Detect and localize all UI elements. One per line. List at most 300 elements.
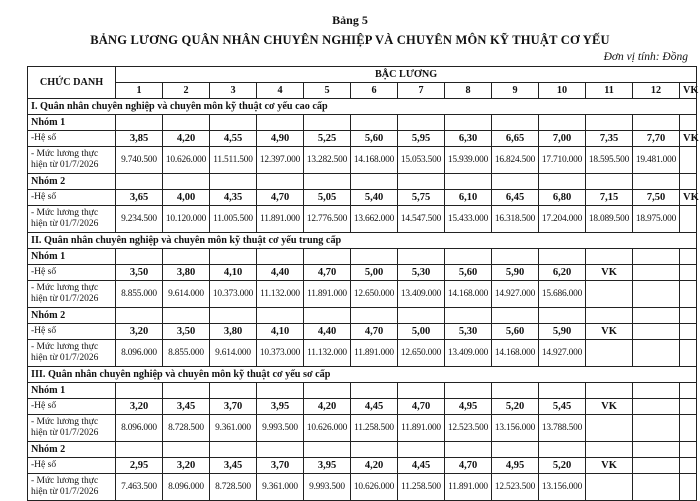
- step-header: 8: [445, 83, 492, 99]
- salary-cell: [633, 281, 680, 308]
- coefficient-cell: [680, 458, 697, 474]
- salary-cell: 18.595.500: [586, 147, 633, 174]
- group-empty-cell: [210, 442, 257, 458]
- coefficient-cell: 4,45: [351, 399, 398, 415]
- group-empty-cell: [445, 442, 492, 458]
- salary-row: [28, 474, 697, 501]
- coefficient-cell: 5,05: [304, 190, 351, 206]
- group-empty-cell: [586, 174, 633, 190]
- coefficient-cell: 5,20: [539, 458, 586, 474]
- coefficient-cell: 3,20: [163, 458, 210, 474]
- section-title: I. Quân nhân chuyên nghiệp và chuyên môn kỹ thuật cơ yếu cao cấp: [28, 99, 697, 115]
- group-empty-cell: [304, 308, 351, 324]
- salary-label: [28, 340, 116, 367]
- coefficient-cell: VK: [586, 324, 633, 340]
- group-empty-cell: [351, 115, 398, 131]
- step-header: 10: [539, 83, 586, 99]
- salary-label-line1: - Mức lương thực: [31, 283, 99, 293]
- group-empty-cell: [539, 174, 586, 190]
- group-empty-cell: [210, 383, 257, 399]
- salary-cell: 14.927.000: [492, 281, 539, 308]
- coefficient-cell: 6,45: [492, 190, 539, 206]
- coefficient-cell: 7,00: [539, 131, 586, 147]
- group-name: Nhóm 1: [28, 249, 116, 265]
- coefficient-cell: VK: [586, 458, 633, 474]
- salary-cell: 8.728.500: [163, 415, 210, 442]
- coefficient-cell: 6,80: [539, 190, 586, 206]
- coefficient-row: [28, 190, 697, 206]
- coefficient-row: [28, 399, 697, 415]
- group-empty-cell: [445, 115, 492, 131]
- group-empty-cell: [163, 174, 210, 190]
- salary-cell: 18.975.000: [633, 206, 680, 233]
- coefficient-cell: 3,80: [210, 324, 257, 340]
- salary-cell: 11.891.000: [445, 474, 492, 501]
- section-row: [28, 99, 697, 115]
- salary-cell: 10.626.000: [304, 415, 351, 442]
- salary-label: [28, 281, 116, 308]
- group-empty-cell: [633, 442, 680, 458]
- coefficient-cell: 4,70: [445, 458, 492, 474]
- step-header: 4: [257, 83, 304, 99]
- group-empty-cell: [351, 383, 398, 399]
- salary-cell: 7.463.500: [116, 474, 163, 501]
- coefficient-cell: 3,50: [163, 324, 210, 340]
- coefficient-row: [28, 324, 697, 340]
- coefficient-label: -Hệ số: [28, 324, 116, 340]
- section-title: III. Quân nhân chuyên nghiệp và chuyên môn kỹ thuật cơ yếu sơ cấp: [28, 367, 697, 383]
- coefficient-cell: 3,20: [116, 324, 163, 340]
- coefficient-cell: VK: [586, 399, 633, 415]
- group-name: Nhóm 2: [28, 442, 116, 458]
- salary-cell: 14.168.000: [445, 281, 492, 308]
- salary-cell: [633, 340, 680, 367]
- salary-label: [28, 415, 116, 442]
- coefficient-cell: 3,70: [257, 458, 304, 474]
- group-empty-cell: [492, 308, 539, 324]
- coefficient-cell: 4,00: [163, 190, 210, 206]
- step-header: 1: [116, 83, 163, 99]
- group-empty-cell: [445, 249, 492, 265]
- table-number: Bảng 5: [332, 13, 368, 27]
- group-empty-cell: [351, 249, 398, 265]
- step-header: 5: [304, 83, 351, 99]
- group-empty-cell: [680, 442, 697, 458]
- step-header: 7: [398, 83, 445, 99]
- coefficient-cell: 7,15: [586, 190, 633, 206]
- coefficient-cell: 7,50: [633, 190, 680, 206]
- group-empty-cell: [492, 115, 539, 131]
- coefficient-cell: [633, 399, 680, 415]
- group-empty-cell: [445, 174, 492, 190]
- salary-cell: 11.891.000: [304, 281, 351, 308]
- salary-cell: 12.650.000: [398, 340, 445, 367]
- group-empty-cell: [633, 115, 680, 131]
- coefficient-cell: VK: [680, 131, 697, 147]
- header-steps-row: [28, 83, 697, 99]
- group-empty-cell: [680, 174, 697, 190]
- group-empty-cell: [492, 249, 539, 265]
- salary-row: [28, 281, 697, 308]
- salary-label-line1: - Mức lương thực: [31, 476, 99, 486]
- group-empty-cell: [163, 308, 210, 324]
- group-empty-cell: [116, 383, 163, 399]
- group-empty-cell: [633, 249, 680, 265]
- salary-label-line2: hiện từ 01/7/2026: [31, 428, 99, 438]
- coefficient-cell: 4,55: [210, 131, 257, 147]
- group-empty-cell: [398, 249, 445, 265]
- coefficient-cell: 3,70: [210, 399, 257, 415]
- group-empty-cell: [116, 249, 163, 265]
- salary-cell: 13.282.500: [304, 147, 351, 174]
- salary-cell: 11.891.000: [257, 206, 304, 233]
- coefficient-cell: [633, 324, 680, 340]
- salary-cell: [680, 206, 697, 233]
- header-bac-luong: BẬC LƯƠNG: [116, 67, 697, 83]
- coefficient-cell: 6,65: [492, 131, 539, 147]
- group-empty-cell: [445, 308, 492, 324]
- salary-cell: 13.156.000: [492, 415, 539, 442]
- coefficient-cell: 3,95: [257, 399, 304, 415]
- salary-cell: 9.614.000: [210, 340, 257, 367]
- coefficient-cell: 5,60: [445, 265, 492, 281]
- group-empty-cell: [680, 308, 697, 324]
- group-empty-cell: [351, 308, 398, 324]
- coefficient-cell: 5,25: [304, 131, 351, 147]
- group-row: [28, 249, 697, 265]
- salary-cell: 18.089.500: [586, 206, 633, 233]
- group-name: Nhóm 2: [28, 308, 116, 324]
- salary-cell: 13.409.000: [445, 340, 492, 367]
- coefficient-cell: [680, 324, 697, 340]
- coefficient-cell: 5,00: [398, 324, 445, 340]
- salary-label-line2: hiện từ 01/7/2026: [31, 219, 99, 229]
- coefficient-cell: 3,45: [163, 399, 210, 415]
- coefficient-cell: 7,70: [633, 131, 680, 147]
- group-empty-cell: [163, 249, 210, 265]
- salary-label-line1: - Mức lương thực: [31, 149, 99, 159]
- coefficient-cell: 3,80: [163, 265, 210, 281]
- coefficient-cell: 4,90: [257, 131, 304, 147]
- salary-cell: 9.993.500: [304, 474, 351, 501]
- group-row: [28, 115, 697, 131]
- coefficient-cell: VK: [680, 190, 697, 206]
- salary-cell: 11.132.000: [257, 281, 304, 308]
- salary-cell: 19.481.000: [633, 147, 680, 174]
- group-empty-cell: [304, 115, 351, 131]
- salary-cell: 8.855.000: [163, 340, 210, 367]
- group-row: [28, 174, 697, 190]
- coefficient-cell: 5,90: [539, 324, 586, 340]
- group-name: Nhóm 1: [28, 383, 116, 399]
- salary-label-line2: hiện từ 01/7/2026: [31, 487, 99, 497]
- salary-cell: 11.891.000: [351, 340, 398, 367]
- salary-cell: 12.776.500: [304, 206, 351, 233]
- step-header: 11: [586, 83, 633, 99]
- unit-note: Đơn vị tính: Đồng: [603, 51, 688, 63]
- table-title: BẢNG LƯƠNG QUÂN NHÂN CHUYÊN NGHIỆP VÀ CHUYÊN MÔN KỸ THUẬT CƠ YẾU: [90, 33, 610, 47]
- coefficient-cell: 4,70: [398, 399, 445, 415]
- group-empty-cell: [351, 442, 398, 458]
- salary-cell: 9.361.000: [210, 415, 257, 442]
- coefficient-cell: 3,65: [116, 190, 163, 206]
- group-name: Nhóm 2: [28, 174, 116, 190]
- group-empty-cell: [210, 308, 257, 324]
- group-empty-cell: [680, 383, 697, 399]
- group-empty-cell: [492, 383, 539, 399]
- group-empty-cell: [257, 249, 304, 265]
- salary-cell: [680, 415, 697, 442]
- salary-cell: 11.132.000: [304, 340, 351, 367]
- group-empty-cell: [680, 115, 697, 131]
- salary-cell: 10.373.000: [210, 281, 257, 308]
- salary-cell: 12.523.500: [492, 474, 539, 501]
- coefficient-cell: 4,95: [445, 399, 492, 415]
- salary-cell: 13.788.500: [539, 415, 586, 442]
- coefficient-cell: 3,50: [116, 265, 163, 281]
- coefficient-cell: 5,90: [492, 265, 539, 281]
- salary-cell: 13.156.000: [539, 474, 586, 501]
- step-header: VK: [680, 83, 697, 99]
- salary-label-line1: - Mức lương thực: [31, 208, 99, 218]
- salary-cell: [633, 415, 680, 442]
- coefficient-cell: 4,20: [304, 399, 351, 415]
- salary-cell: 8.096.000: [163, 474, 210, 501]
- group-empty-cell: [257, 174, 304, 190]
- group-empty-cell: [539, 308, 586, 324]
- salary-cell: 12.397.000: [257, 147, 304, 174]
- salary-row: [28, 147, 697, 174]
- salary-cell: 11.511.500: [210, 147, 257, 174]
- group-empty-cell: [257, 442, 304, 458]
- salary-cell: 9.993.500: [257, 415, 304, 442]
- salary-row: [28, 340, 697, 367]
- coefficient-cell: 6,10: [445, 190, 492, 206]
- salary-cell: 15.939.000: [445, 147, 492, 174]
- group-empty-cell: [163, 383, 210, 399]
- group-empty-cell: [351, 174, 398, 190]
- group-empty-cell: [257, 308, 304, 324]
- coefficient-row: [28, 458, 697, 474]
- coefficient-cell: [633, 265, 680, 281]
- coefficient-label: -Hệ số: [28, 265, 116, 281]
- group-name: Nhóm 1: [28, 115, 116, 131]
- salary-cell: 15.686.000: [539, 281, 586, 308]
- salary-cell: 17.710.000: [539, 147, 586, 174]
- salary-label-line2: hiện từ 01/7/2026: [31, 160, 99, 170]
- coefficient-cell: 5,40: [351, 190, 398, 206]
- coefficient-cell: 5,00: [351, 265, 398, 281]
- coefficient-cell: 7,35: [586, 131, 633, 147]
- group-empty-cell: [586, 308, 633, 324]
- salary-cell: 12.650.000: [351, 281, 398, 308]
- salary-cell: 8.096.000: [116, 415, 163, 442]
- group-empty-cell: [398, 383, 445, 399]
- group-empty-cell: [539, 442, 586, 458]
- group-empty-cell: [210, 249, 257, 265]
- salary-cell: 14.927.000: [539, 340, 586, 367]
- group-empty-cell: [633, 308, 680, 324]
- group-empty-cell: [586, 249, 633, 265]
- group-empty-cell: [633, 174, 680, 190]
- section-row: [28, 367, 697, 383]
- group-empty-cell: [163, 442, 210, 458]
- coefficient-cell: 5,20: [492, 399, 539, 415]
- salary-cell: 13.662.000: [351, 206, 398, 233]
- section-row: [28, 233, 697, 249]
- coefficient-cell: 4,10: [257, 324, 304, 340]
- salary-label-line1: - Mức lương thực: [31, 417, 99, 427]
- coefficient-row: [28, 265, 697, 281]
- salary-label: [28, 474, 116, 501]
- coefficient-label: -Hệ số: [28, 458, 116, 474]
- coefficient-cell: 5,30: [398, 265, 445, 281]
- group-empty-cell: [492, 442, 539, 458]
- group-empty-cell: [398, 115, 445, 131]
- salary-cell: 13.409.000: [398, 281, 445, 308]
- group-row: [28, 442, 697, 458]
- group-empty-cell: [586, 115, 633, 131]
- group-empty-cell: [539, 383, 586, 399]
- coefficient-row: [28, 131, 697, 147]
- step-header: 2: [163, 83, 210, 99]
- salary-cell: 9.614.000: [163, 281, 210, 308]
- group-empty-cell: [257, 383, 304, 399]
- coefficient-cell: [633, 458, 680, 474]
- group-empty-cell: [304, 442, 351, 458]
- salary-label: [28, 206, 116, 233]
- coefficient-cell: 4,10: [210, 265, 257, 281]
- group-empty-cell: [304, 174, 351, 190]
- coefficient-cell: 6,30: [445, 131, 492, 147]
- salary-cell: [586, 474, 633, 501]
- coefficient-label: -Hệ số: [28, 190, 116, 206]
- group-empty-cell: [116, 115, 163, 131]
- salary-cell: [680, 340, 697, 367]
- coefficient-cell: 4,35: [210, 190, 257, 206]
- salary-cell: 10.120.000: [163, 206, 210, 233]
- salary-cell: 9.234.500: [116, 206, 163, 233]
- group-empty-cell: [304, 383, 351, 399]
- coefficient-cell: 3,85: [116, 131, 163, 147]
- coefficient-cell: 2,95: [116, 458, 163, 474]
- salary-cell: [680, 474, 697, 501]
- coefficient-cell: 4,70: [304, 265, 351, 281]
- salary-table: [27, 66, 697, 501]
- salary-row: [28, 415, 697, 442]
- salary-cell: 8.855.000: [116, 281, 163, 308]
- group-empty-cell: [539, 115, 586, 131]
- salary-cell: [680, 147, 697, 174]
- coefficient-cell: 5,75: [398, 190, 445, 206]
- salary-cell: 8.728.500: [210, 474, 257, 501]
- salary-cell: [680, 281, 697, 308]
- salary-cell: 15.433.000: [445, 206, 492, 233]
- header-chuc-danh: CHỨC DANH: [28, 67, 116, 99]
- coefficient-cell: 5,60: [492, 324, 539, 340]
- group-empty-cell: [398, 442, 445, 458]
- group-empty-cell: [539, 249, 586, 265]
- group-empty-cell: [398, 308, 445, 324]
- coefficient-cell: 4,45: [398, 458, 445, 474]
- salary-label-line2: hiện từ 01/7/2026: [31, 353, 99, 363]
- coefficient-cell: 5,30: [445, 324, 492, 340]
- table-body: [28, 67, 697, 501]
- coefficient-cell: 5,60: [351, 131, 398, 147]
- group-empty-cell: [398, 174, 445, 190]
- coefficient-cell: 3,20: [116, 399, 163, 415]
- group-empty-cell: [492, 174, 539, 190]
- group-empty-cell: [304, 249, 351, 265]
- coefficient-cell: 3,45: [210, 458, 257, 474]
- coefficient-cell: 3,95: [304, 458, 351, 474]
- coefficient-cell: 4,20: [163, 131, 210, 147]
- salary-cell: 11.891.000: [398, 415, 445, 442]
- coefficient-cell: 5,45: [539, 399, 586, 415]
- group-empty-cell: [257, 115, 304, 131]
- group-empty-cell: [445, 383, 492, 399]
- coefficient-label: -Hệ số: [28, 399, 116, 415]
- salary-cell: 14.168.000: [351, 147, 398, 174]
- salary-label: [28, 147, 116, 174]
- salary-cell: 11.258.500: [398, 474, 445, 501]
- salary-cell: [633, 474, 680, 501]
- salary-label-line2: hiện từ 01/7/2026: [31, 294, 99, 304]
- salary-cell: 9.361.000: [257, 474, 304, 501]
- step-header: 9: [492, 83, 539, 99]
- group-empty-cell: [210, 115, 257, 131]
- salary-cell: 11.258.500: [351, 415, 398, 442]
- group-empty-cell: [210, 174, 257, 190]
- salary-cell: 10.626.000: [163, 147, 210, 174]
- salary-cell: 16.824.500: [492, 147, 539, 174]
- salary-cell: 14.547.500: [398, 206, 445, 233]
- step-header: 12: [633, 83, 680, 99]
- coefficient-cell: [680, 265, 697, 281]
- group-empty-cell: [163, 115, 210, 131]
- salary-row: [28, 206, 697, 233]
- salary-cell: 16.318.500: [492, 206, 539, 233]
- salary-cell: 10.626.000: [351, 474, 398, 501]
- coefficient-cell: 4,20: [351, 458, 398, 474]
- group-empty-cell: [116, 442, 163, 458]
- group-empty-cell: [586, 442, 633, 458]
- group-empty-cell: [586, 383, 633, 399]
- coefficient-cell: 4,70: [257, 190, 304, 206]
- salary-cell: [586, 415, 633, 442]
- salary-cell: 9.740.500: [116, 147, 163, 174]
- coefficient-cell: 4,70: [351, 324, 398, 340]
- coefficient-cell: 4,40: [257, 265, 304, 281]
- step-header: 3: [210, 83, 257, 99]
- group-empty-cell: [633, 383, 680, 399]
- salary-cell: 17.204.000: [539, 206, 586, 233]
- group-row: [28, 308, 697, 324]
- salary-cell: [586, 340, 633, 367]
- salary-cell: 11.005.500: [210, 206, 257, 233]
- salary-cell: 12.523.500: [445, 415, 492, 442]
- group-empty-cell: [116, 308, 163, 324]
- coefficient-cell: 5,95: [398, 131, 445, 147]
- salary-label-line1: - Mức lương thực: [31, 342, 99, 352]
- header-row-top: [28, 67, 697, 83]
- group-row: [28, 383, 697, 399]
- coefficient-label: -Hệ số: [28, 131, 116, 147]
- group-empty-cell: [116, 174, 163, 190]
- salary-cell: [586, 281, 633, 308]
- salary-cell: 10.373.000: [257, 340, 304, 367]
- salary-cell: 14.168.000: [492, 340, 539, 367]
